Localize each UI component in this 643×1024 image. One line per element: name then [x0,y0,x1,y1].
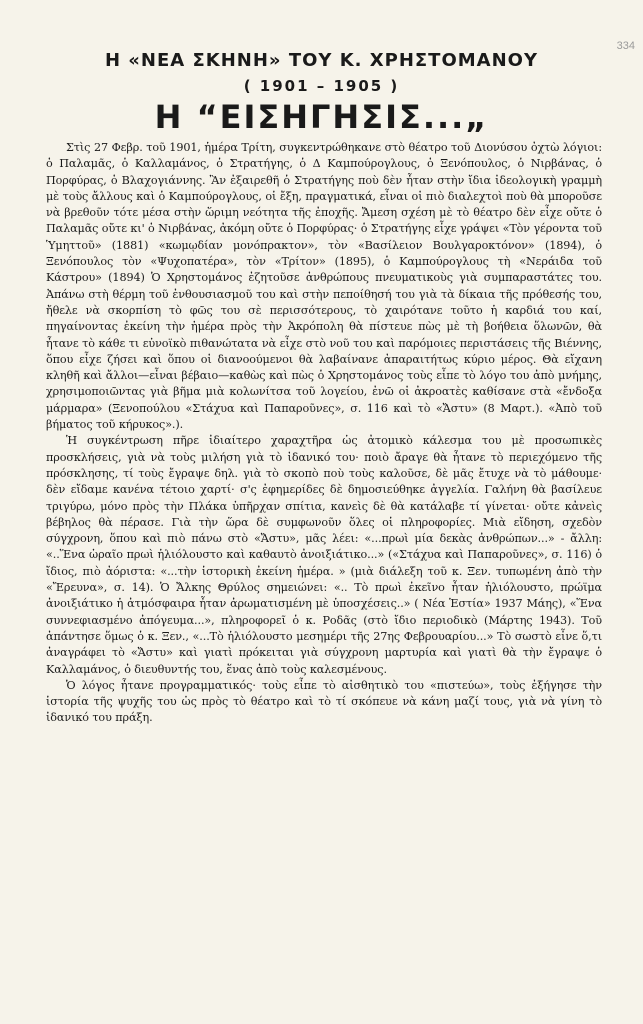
article-body [46,140,602,727]
paragraph-3: Ὁ λόγος ἦτανε προγραμματικός· τοὺς εἶπε τὸ αἰσθητικὸ του «πιστεύω», τοὺς ἐξήγησε τὴν ἱστορία τῆς ψυχῆς του ὡς πρὸς τὸ θέατρο καὶ τὸ τί σκόπευε νὰ κάνη μαζί τους, γιὰ νὰ γίνη τὸ ἰδανικό του πράξη. [46,678,602,725]
article-years: ( 1901 – 1905 ) [243,77,400,95]
page-number: 334 [616,40,635,52]
article-title: Η «ΝΕΑ ΣΚΗΝΗ» ΤΟΥ Κ. ΧΡΗΣΤΟΜΑΝΟΥ [104,50,539,71]
article-subtitle: Η “ΕΙΣΗΓΗΣΙΣ...„ [154,98,489,136]
paragraph-2: Ἡ συγκέντρωση πῆρε ἰδιαίτερο χαραχτῆρα ὡς ἀτομικὸ κάλεσμα του μὲ προσωπικὲς προσκλήσεις, γιὰ νὰ τοὺς μιλήση γιὰ τὸ ἰδανικό του· ποιὸ ἄραγε θὰ ἦτανε τὸ περιεχόμενο τῆς πρόσκλησης, τί τοὺς ἔγραψε δηλ. γιὰ τὸ σκοπὸ ποὺ τοὺς καλοῦσε, δὲ μᾶς ἔτυχε νὰ τὸ μάθουμε· δὲν εἴδαμε κανένα τέτοιο χαρτί· σ'ς ἐφημερίδες δὲ δημοσιεύθηκε ἀγγελία. Γαλήνη θὰ βασίλευε τριγύρω, μόνο πρὸς τὴν Πλάκα ὑπῆρχαν σπίτια, κανεὶς δὲ θὰ κατάλαβε τί γίνεται· οὔτε κἀνεὶς βέβηλος θὰ πέρασε. Γιὰ τὴν ὥρα δὲ συμφωνοῦν ὅλες οἱ πληροφορίες. Μιὰ εἴδηση, σχεδὸν σύγχρονη, ὅπου καὶ πιὸ πάνω στὸ «Ἄστυ», μᾶς λέει: «...πρωὶ μία δεκὰς ἀνθρώπων...» - ἄλλη: «..Ἕνα ὡραῖο πρωὶ ἡλιόλουστο καὶ καθαυτὸ ἀνοιξιάτικο...» («Στάχυα καὶ Παπαροῦνες», σ. 116) ὁ ἴδιος, πιὸ ἀόριστα: «...τὴν ἱστορικὴ ἐκείνη ἡμέρα. » (μιὰ διάλεξη τοῦ κ. Ξεν. τυπωμένη ἀπὸ τὴν «Ἔρευνα», σ. 14). Ὁ Ἄλκης Θρύλος σημειώνει: «.. Τὸ πρωὶ ἐκεῖνο ἦταν ἡλιόλουστο, πρώϊμα ἀνοιξιάτικο ἡ ἀτμόσφαιρα ἦταν ἀρωματισμένη μὲ ὑποσχέσεις..» ( Νέα Ἑστία» 1937 Μάης), «Ἕνα συννεφιασμένο ἀπόγευμα...», πληροφορεῖ ὁ κ. Ροδᾶς (στὸ ἴδιο περιοδικὸ (Μάρτης 1943). Τοῦ ἀπάντησε ὅμως ὁ κ. Ξεν., «...Τὸ ἡλιόλουστο μεσημέρι τῆς 27ης Φεβρουαρίου...» Τὸ σωστὸ εἶνε ὅ,τι ἀναγράφει τὸ «Ἄστυ» καὶ γιατὶ πρόκειται γιὰ σύγχρονη μαρτυρία καὶ γιατὶ θὰ τὴν ἔγραψε ὁ Καλλαμάνος, ὁ διευθυντής του, ἕνας ἀπὸ τοὺς καλεσμένους. [46,434,602,676]
article-header [0,50,643,136]
paragraph-1: Στὶς 27 Φεβρ. τοῦ 1901, ἡμέρα Τρίτη, συγκεντρώθηκανε στὸ θέατρο τοῦ Διονύσου ὀχτὼ λόγιοι: ὁ Παλαμᾶς, ὁ Καλλαμάνος, ὁ Στρατήγης, ὁ Δ Καμπούρογλους, ὁ Ξενόπουλος, ὁ Νιρβάνας, ὁ Πορφύρας, ὁ Βλαχογιάννης. Ἂν ἐξαιρεθῆ ὁ Στρατήγης ποὺ δὲν ἦταν στὴν ἴδια ἰδεολογικὴ γραμμὴ μὲ τοὺς ἄλλους καὶ ὁ Καμπούρογλους, οἱ ἔξη, πραγματικά, εἶναι οἱ πιὸ διαλεχτοὶ ποὺ θὰ μποροῦσε νὰ βρεθοῦν τότε μέσα στὴν ὥριμη νεότητα τῆς ἐποχῆς. Ἄμεση σχέση μὲ τὸ θέατρο δὲν εἶχε οὔτε ὁ Παλαμᾶς οὔτε κι' ὁ Νιρβάνας, ἀκόμη οὔτε ὁ Πορφύρας· ὁ Στρατήγης εἶχε γράψει «Τὸν γέροντα τοῦ Ὑμηττοῦ» (1881) «κωμῳδίαν μονόπρακτον», τὸν «Βασίλειον Βουλγαροκτόνον» (1894), ὁ Ξενόπουλος τὸν «Ψυχοπατέρα», τὸν «Τρίτον» (1895), ὁ Καμπούρογλους τὴ «Νεράιδα τοῦ Κάστρου» (1894) Ὁ Χρηστομάνος ἐζητοῦσε ἀνθρώπους πνευματικοὺς γιὰ συμπαραστάτες του. Ἀπάνω στὴ θέρμη τοῦ ἐνθουσιασμοῦ του καὶ στὴν πεποίθησή του γιὰ τὰ δίκαια τῆς πρόθεσής του, ἤθελε νὰ σκορπίση τὸ φῶς του σὲ περισσότερους, τὸ χαιρότανε τοῦτο ἡ καρδιά του καί, πηγαίνοντας ἐκείνη τὴν ἡμέρα πρὸς τὴν Ἀκρόπολη θὰ πίστευε πὼς μὲ τὴ βοήθεια ὅλωνῶν, θὰ ἦτανε τὸ κάθε τι εὐνοϊκὸ πιθανώτατα νὰ εἶχε στὸ νοῦ του καὶ παρόμοιες περιστάσεις τῆς Βιέννης, ὅπου εἶχε ζήσει καὶ ὅπου οἱ διανοούμενοι θὰ λαβαίνανε ἀπαραιτήτως κύριο μέρος. Θὰ εἴχανη κληθῆ καὶ ἄλλοι—εἶναι βέβαιο—καθὼς καὶ πὼς ὁ Χρηστομάνος τοὺς εἶπε τὸ λόγο του ἀπὸ μνήμης, χρησιμοποιῶντας γιὰ βῆμα μιὰ κολωνίτσα τοῦ λογείου, ἐνῶ οἱ ἀκροατὲς καθίσανε στὰ «ἔνδοξα μάρμαρα» (Ξενοπούλου «Στάχυα καὶ Παπαροῦνες», σ. 116 καὶ τὸ «Ἄστυ» (8 Μαρτ.). «Ἀπὸ τοῦ βήματος τοῦ κήρυκος».). [46,141,602,432]
